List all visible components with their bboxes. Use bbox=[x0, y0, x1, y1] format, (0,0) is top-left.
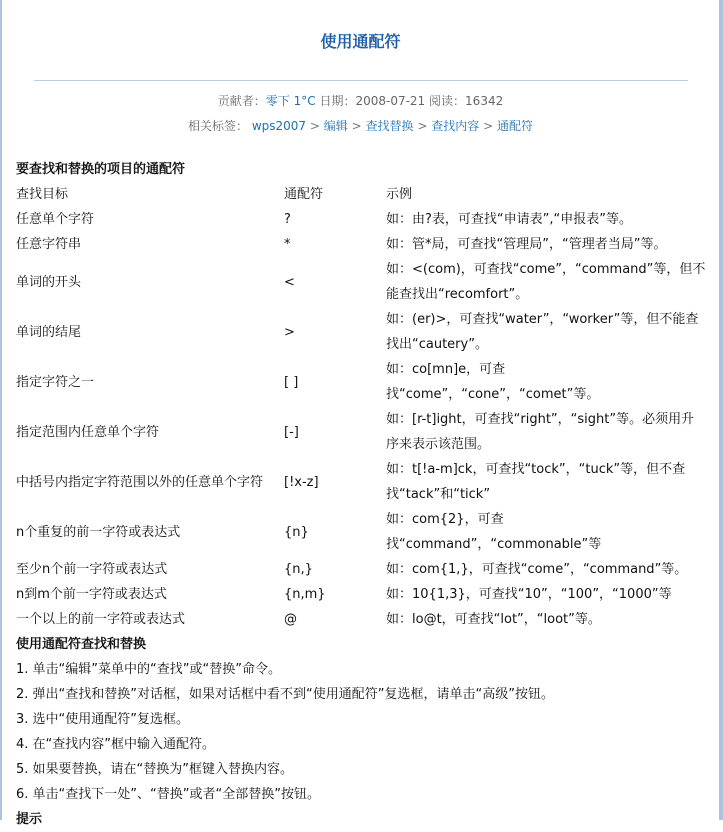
row-wildcard: [-] bbox=[284, 424, 299, 440]
page-title: 使用通配符 bbox=[320, 32, 401, 51]
row-example: 如：管*局，可查找“管理局”，“管理者当局”等。 bbox=[386, 237, 667, 252]
row-example: 如：由?表，可查找“申请表”,“申报表”等。 bbox=[386, 212, 632, 227]
list-item: 1. 单击“编辑”菜单中的“查找”或“替换”命令。 bbox=[16, 662, 281, 677]
wildcard-table bbox=[16, 182, 706, 632]
row-wildcard: {n,} bbox=[284, 562, 313, 577]
row-example: 如：10{1,3}，可查找“10”，“100”，“1000”等 bbox=[386, 587, 672, 602]
usage-steps bbox=[16, 657, 706, 807]
column-header-target: 查找目标 bbox=[16, 187, 69, 202]
row-wildcard: < bbox=[284, 274, 295, 290]
row-example: 如：lo@t，可查找“lot”，“loot”等。 bbox=[386, 612, 601, 627]
usage-heading: 使用通配符查找和替换 bbox=[16, 637, 147, 652]
column-header-example: 示例 bbox=[386, 187, 413, 202]
row-example: 如：co[mn]e，可查找“come”，“cone”，“comet”等。 bbox=[386, 362, 600, 402]
reads-label: 阅读： bbox=[429, 94, 466, 108]
row-example: 如：t[!a-m]ck，可查找“tock”，“tuck”等，但不查找“tack”和“tick” bbox=[386, 462, 686, 502]
table-row bbox=[16, 557, 706, 582]
list-item: 2. 弹出“查找和替换”对话框，如果对话框中看不到“使用通配符”复选框，请单击“高级”按钮。 bbox=[16, 687, 554, 702]
tag-separator: > bbox=[309, 119, 320, 133]
title-divider bbox=[34, 80, 688, 81]
tag-separator: > bbox=[351, 119, 362, 133]
row-wildcard: [!x-z] bbox=[284, 474, 319, 490]
table-row bbox=[16, 582, 706, 607]
row-example: 如：<(com)，可查找“come”，“command”等，但不能查找出“recomfort”。 bbox=[386, 262, 706, 302]
list-item: 6. 单击“查找下一处”、“替换”或者“全部替换”按钮。 bbox=[16, 787, 320, 802]
tag-link[interactable]: 编辑 bbox=[323, 119, 348, 133]
row-target: 中括号内指定字符范围以外的任意单个字符 bbox=[16, 474, 264, 490]
row-target: n到m个前一字符或表达式 bbox=[16, 587, 167, 602]
row-target: 至少n个前一字符或表达式 bbox=[16, 562, 168, 577]
row-wildcard: ? bbox=[284, 212, 291, 227]
tips-heading: 提示 bbox=[16, 812, 43, 827]
row-target: n个重复的前一字符或表达式 bbox=[16, 524, 181, 540]
tag-separator: > bbox=[483, 119, 494, 133]
table-row bbox=[16, 607, 706, 632]
row-target: 指定字符之一 bbox=[16, 374, 95, 390]
row-example: 如：com{1,}，可查找“come”，“command”等。 bbox=[386, 562, 688, 577]
article-meta bbox=[2, 92, 719, 110]
table-row bbox=[16, 507, 706, 557]
row-target: 一个以上的前一字符或表达式 bbox=[16, 612, 186, 627]
related-tags bbox=[2, 117, 719, 135]
date-value: 2008-07-21 bbox=[355, 94, 426, 108]
tag-link[interactable]: 查找内容 bbox=[431, 119, 480, 133]
row-example: 如：com{2}，可查找“command”，“commonable”等 bbox=[386, 512, 602, 552]
row-example: 如：[r-t]ight，可查找“right”，“sight”等。必须用升序来表示该范围。 bbox=[386, 412, 695, 452]
column-header-wildcard: 通配符 bbox=[284, 187, 324, 202]
tag-link[interactable]: wps2007 bbox=[251, 119, 307, 133]
list-item: 3. 选中“使用通配符”复选框。 bbox=[16, 712, 190, 727]
row-target: 任意字符串 bbox=[16, 237, 82, 252]
table-row bbox=[16, 357, 706, 407]
list-item: 4. 在“查找内容”框中输入通配符。 bbox=[16, 737, 216, 752]
row-wildcard: @ bbox=[284, 612, 297, 627]
tag-link[interactable]: 通配符 bbox=[496, 119, 533, 133]
table-row bbox=[16, 407, 706, 457]
row-wildcard: {n,m} bbox=[284, 587, 326, 602]
list-item: 5. 如果要替换，请在“替换为”框键入替换内容。 bbox=[16, 762, 294, 777]
contributor-link[interactable]: 零下 1°C bbox=[265, 94, 316, 108]
table-row bbox=[16, 207, 706, 232]
row-wildcard: {n} bbox=[284, 524, 309, 540]
row-wildcard: [ ] bbox=[284, 374, 299, 390]
contributor-label: 贡献者： bbox=[217, 94, 266, 108]
table-row bbox=[16, 257, 706, 307]
row-target: 单词的结尾 bbox=[16, 324, 82, 340]
row-example: 如：(er)>，可查找“water”，“worker”等，但不能查找出“cautery”。 bbox=[386, 312, 699, 352]
reads-value: 16342 bbox=[465, 94, 504, 108]
article-body bbox=[16, 157, 706, 832]
table-header-row bbox=[16, 182, 706, 207]
row-target: 指定范围内任意单个字符 bbox=[16, 424, 160, 440]
row-wildcard: > bbox=[284, 324, 295, 340]
table-row bbox=[16, 457, 706, 507]
wildcards-heading: 要查找和替换的项目的通配符 bbox=[16, 162, 186, 177]
tag-link[interactable]: 查找替换 bbox=[365, 119, 414, 133]
page-frame-right bbox=[719, 0, 723, 820]
row-target: 任意单个字符 bbox=[16, 212, 95, 227]
tag-separator: > bbox=[417, 119, 428, 133]
table-row bbox=[16, 307, 706, 357]
table-row bbox=[16, 232, 706, 257]
row-wildcard: * bbox=[284, 237, 291, 252]
row-target: 单词的开头 bbox=[16, 274, 82, 290]
date-label: 日期： bbox=[319, 94, 356, 108]
tags-label: 相关标签： bbox=[187, 119, 248, 133]
